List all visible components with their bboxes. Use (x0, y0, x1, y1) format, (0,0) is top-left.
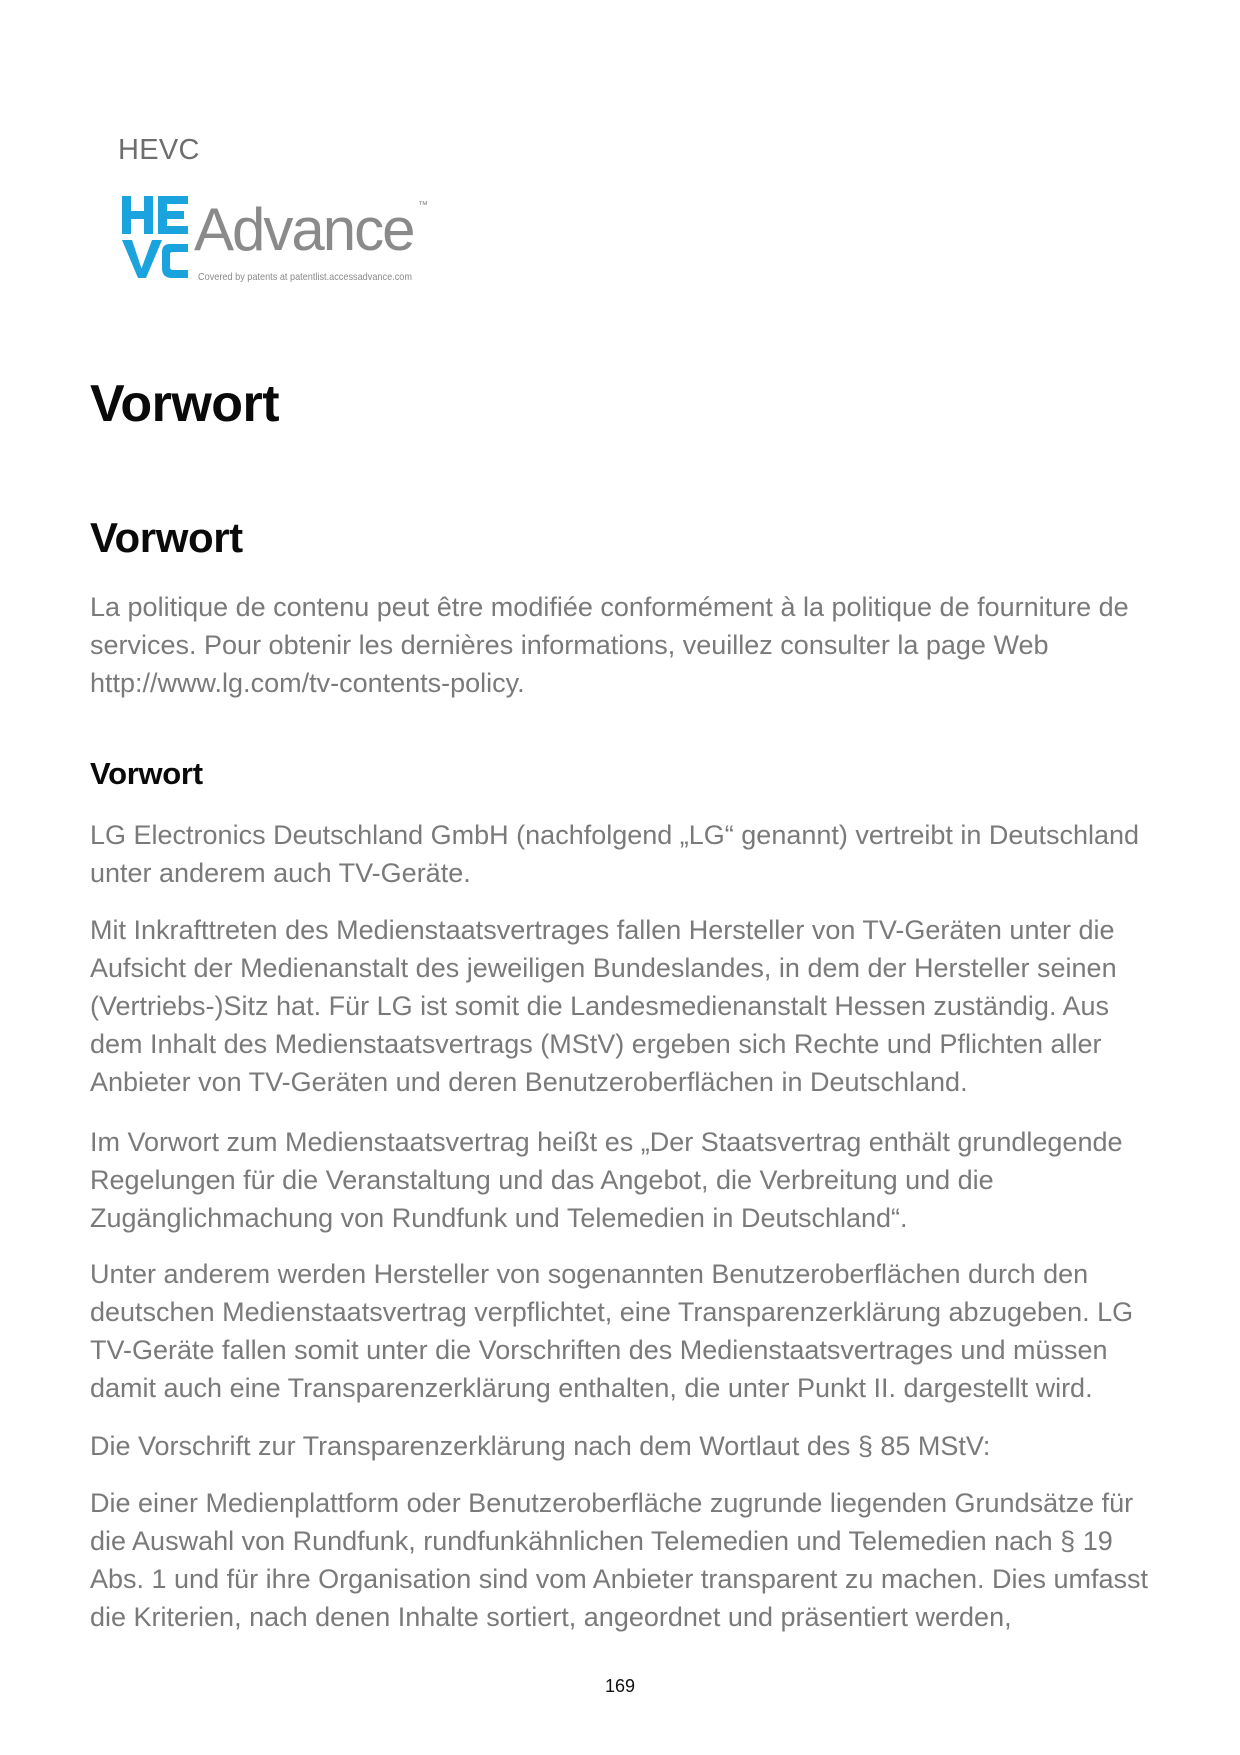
paragraph-regulation-text: Die einer Medienplattform oder Benutzeroberfläche zugrunde liegenden Grundsätze für die Auswahl von Rundfunk, rundfunkähnlichen Telemedien und Telemedien nach § 19 Abs. 1 und für ihre Organisation sind vom Anbieter transparent zu machen. Dies umfasst die Kriterien, nach denen Inhalte sortiert, angeordnet und präsentiert werden, (90, 1488, 1149, 1632)
content-policy-paragraph: La politique de contenu peut être modifiée conformément à la politique de fourniture de services. Pour obtenir les dernières informations, veuillez consulter la page Web http://www.lg.com/tv-contents-policy. (90, 592, 1129, 698)
trademark-symbol: ™ (418, 200, 428, 211)
paragraph-lg-distribution: LG Electronics Deutschland GmbH (nachfolgend „LG“ genannt) vertreibt in Deutschland unter anderem auch TV-Geräte. (90, 820, 1140, 888)
paragraph-preamble-quote: Im Vorwort zum Medienstaatsvertrag heißt es „Der Staatsvertrag enthält grundlegende Regelungen für die Veranstaltung und das Angebot, die Verbreitung und die Zugänglichmachung von Rundfunk und Telemedien in Deutschland“. (90, 1127, 1123, 1233)
paragraph-transparency-obligation: Unter anderem werden Hersteller von sogenannten Benutzeroberflächen durch den deutschen Medienstaatsvertrag verpflichtet, eine Transparenzerklärung abzugeben. LG TV-Geräte fallen somit unter die Vorschriften des Medienstaatsvertrages und müssen damit auch eine Transparenzerklärung enthalten, die unter Punkt II. dargestellt wird. (90, 1259, 1134, 1403)
hevc-advance-logo (118, 192, 438, 288)
page-number: 169 (604, 1676, 636, 1696)
advance-wordmark: Advance (194, 196, 414, 263)
hevc-label: HEVC (118, 134, 200, 166)
hevc-mark-icon (122, 196, 188, 278)
section-heading: Vorwort (90, 514, 243, 561)
paragraph-regulation-intro: Die Vorschrift zur Transparenzerklärung nach dem Wortlaut des § 85 MStV: (90, 1431, 991, 1461)
subsection-heading: Vorwort (90, 756, 203, 791)
page-title: Vorwort (90, 375, 280, 433)
logo-tagline: Covered by patents at patentlist.accessadvance.com (198, 271, 413, 283)
paragraph-supervision: Mit Inkrafttreten des Medienstaatsvertrages fallen Hersteller von TV-Geräten unter die Aufsicht der Medienanstalt des jeweiligen Bundeslandes, in dem der Hersteller seinen (Vertriebs-)Sitz hat. Für LG ist somit die Landesmedienanstalt Hessen zuständig. Aus dem Inhalt des Medienstaatsvertrags (MStV) ergeben sich Rechte und Pflichten aller Anbieter von TV-Geräten und deren Benutzeroberflächen in Deutschland. (90, 915, 1117, 1097)
